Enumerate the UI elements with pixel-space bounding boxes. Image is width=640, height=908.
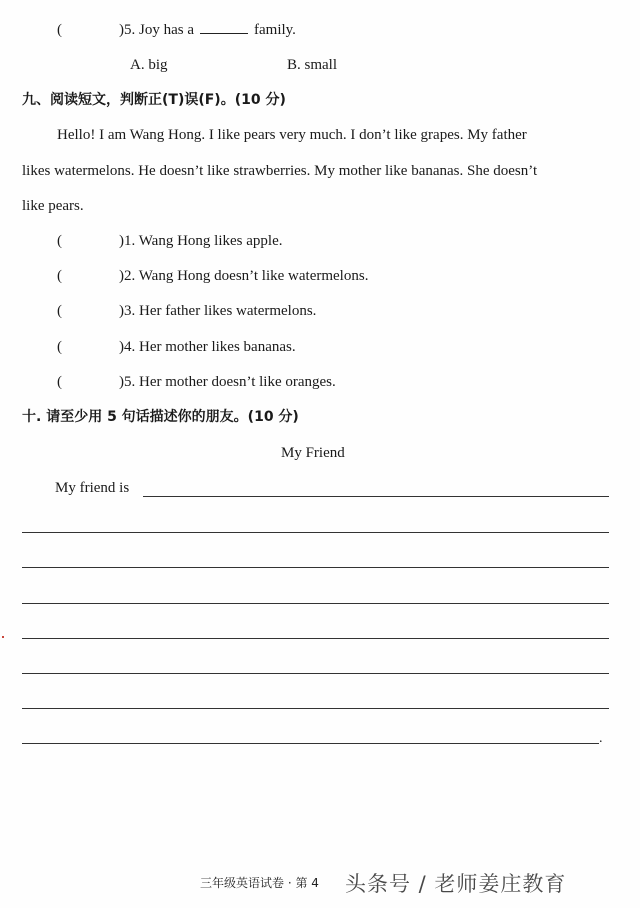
answer-bracket[interactable]: ( [57, 268, 62, 284]
section-10-title: 十. 请至少用 5 句话描述你的朋友。(10 分) [22, 409, 299, 425]
tf-item-3 [57, 302, 316, 320]
passage-line-1: Hello! I am Wang Hong. I like pears very much. I don’t like grapes. My father [57, 127, 527, 143]
option-a: A. big [130, 57, 168, 73]
end-period: . [599, 731, 603, 746]
tf-item-text: )1. Wang Hong likes apple. [119, 233, 283, 249]
answer-bracket[interactable]: ( [57, 374, 62, 390]
tf-item-2 [57, 267, 368, 285]
writing-line-1[interactable] [143, 496, 609, 497]
tf-item-1 [57, 232, 282, 250]
tf-item-text: )3. Her father likes watermelons. [119, 303, 317, 319]
tf-item-4 [57, 338, 296, 356]
writing-line-2[interactable] [22, 532, 609, 533]
watermark: 头条号 / 老师姜庄教育 [345, 872, 567, 896]
passage-line-2: likes watermelons. He doesn’t like strawberries. My mother like bananas. She doesn’t [22, 163, 538, 179]
essay-title: My Friend [281, 445, 345, 461]
fill-blank[interactable] [200, 20, 248, 34]
question-5-row [57, 20, 296, 39]
tf-item-5 [57, 373, 336, 391]
question-5-after: family. [254, 22, 296, 38]
writing-line-7[interactable] [22, 708, 609, 709]
writing-line-3[interactable] [22, 567, 609, 568]
answer-bracket[interactable]: ( [57, 339, 62, 355]
tf-item-text: )5. Her mother doesn’t like oranges. [119, 374, 336, 390]
writing-line-8[interactable] [22, 743, 599, 744]
page-footer: 三年级英语试卷 · 第 4 [200, 876, 319, 890]
section-9-title: 九、阅读短文，判断正(T)误(F)。(10 分) [22, 92, 286, 108]
passage-line-3: like pears. [22, 198, 84, 214]
tf-item-text: )4. Her mother likes bananas. [119, 339, 296, 355]
writing-line-4[interactable] [22, 603, 609, 604]
essay-starter: My friend is [55, 480, 130, 496]
writing-line-5[interactable] [22, 638, 609, 639]
answer-bracket[interactable]: ( [57, 303, 62, 319]
option-b: B. small [287, 57, 338, 73]
tf-item-text: )2. Wang Hong doesn’t like watermelons. [119, 268, 369, 284]
writing-line-6[interactable] [22, 673, 609, 674]
scan-speck [2, 636, 4, 638]
answer-bracket: ( [57, 22, 62, 38]
question-5-text: )5. Joy has a [119, 22, 194, 38]
answer-bracket[interactable]: ( [57, 233, 62, 249]
